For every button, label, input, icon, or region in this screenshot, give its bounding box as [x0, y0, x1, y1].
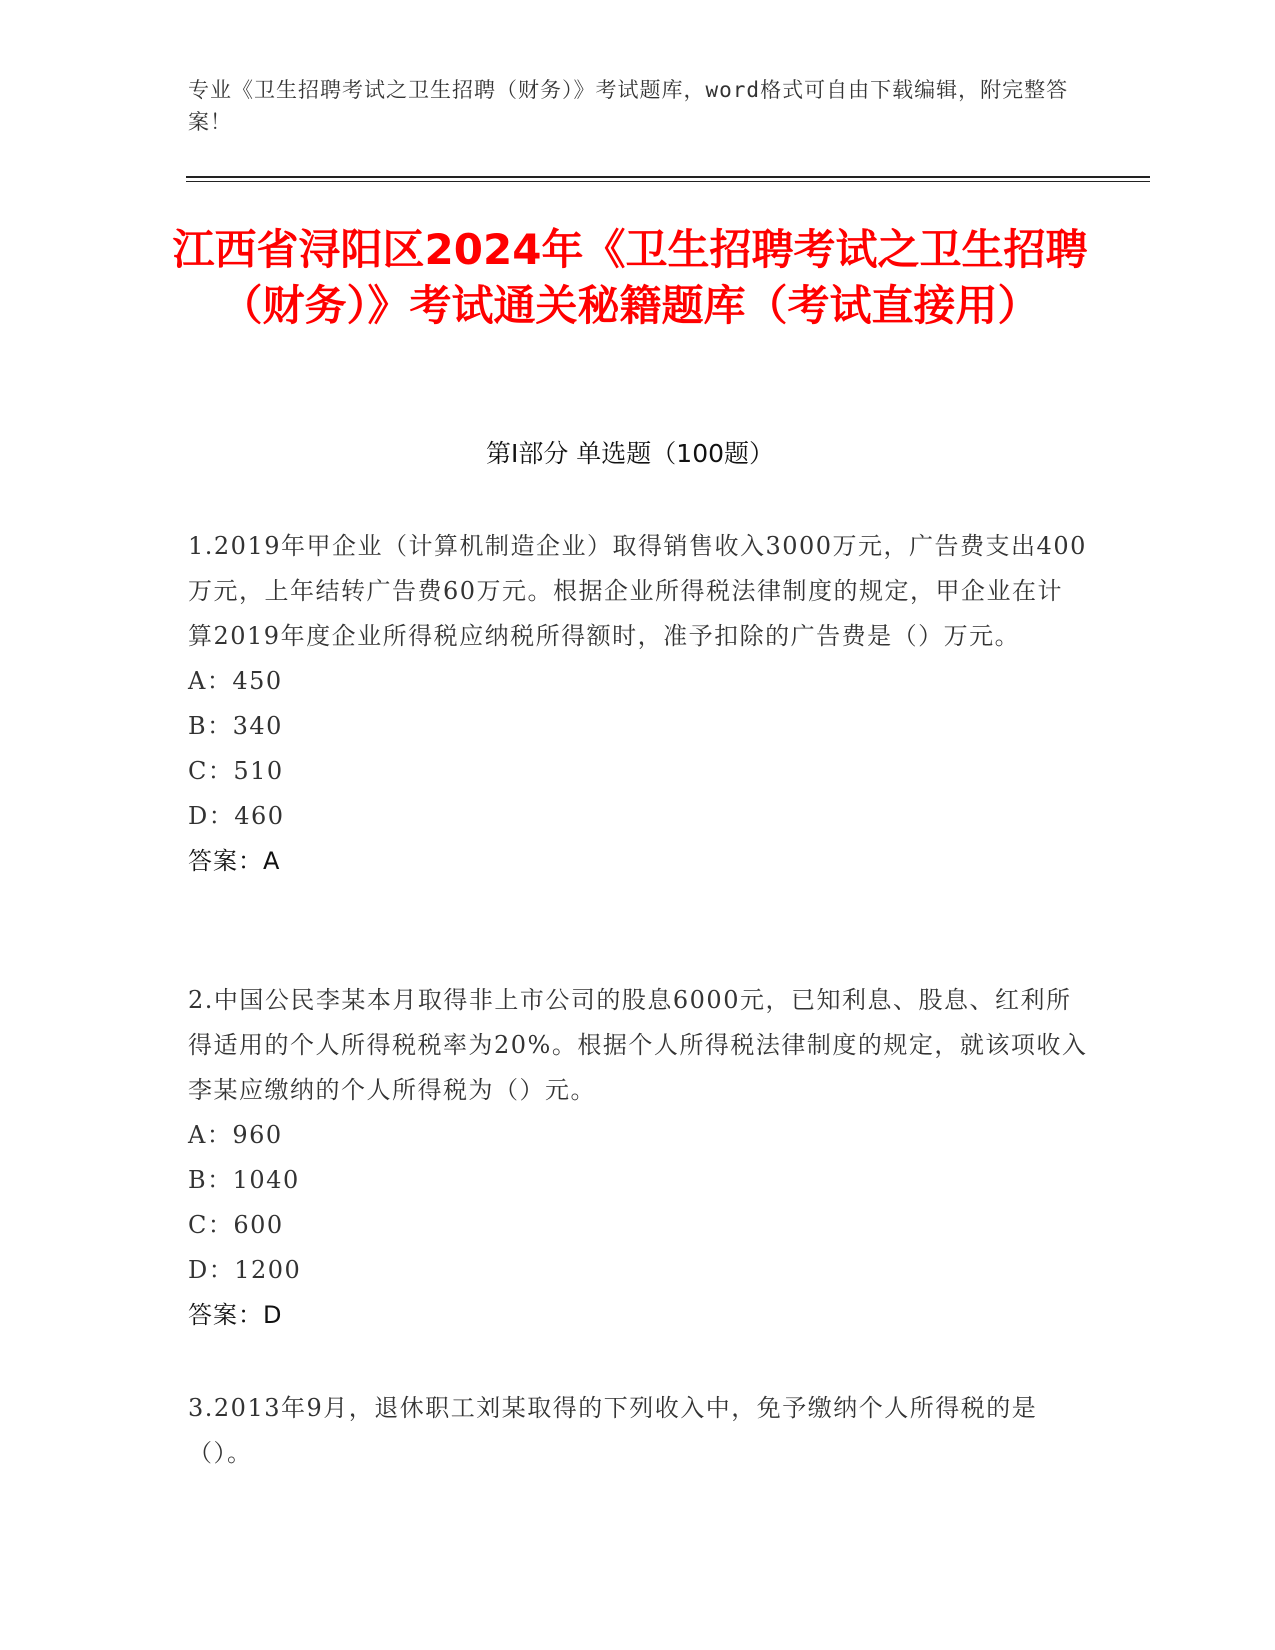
header-divider-thin [186, 181, 1150, 182]
page-title: 江西省浔阳区2024年《卫生招聘考试之卫生招聘（财务）》考试通关秘籍题库（考试直接用） [172, 225, 1088, 330]
question-text: 1.2019年甲企业（计算机制造企业）取得销售收入3000万元，广告费支出400万元，上年结转广告费60万元。根据企业所得税法律制度的规定，甲企业在计算2019年度企业所得税应纳税所得额时，准予扣除的广告费是（）万元。 [188, 532, 1087, 650]
question-1 [188, 524, 1088, 884]
header-note: 专业《卫生招聘考试之卫生招聘（财务）》考试题库，word格式可自由下载编辑，附完整答案！ [188, 78, 1069, 134]
option-d: D：1200 [188, 1256, 302, 1284]
option-c: C：600 [188, 1211, 284, 1239]
section-title: 第I部分 单选题（100题） [485, 439, 775, 468]
answer: 答案：A [188, 847, 281, 875]
question-text: 2.中国公民李某本月取得非上市公司的股息6000元，已知利息、股息、红利所得适用的个人所得税税率为20%。根据个人所得税法律制度的规定，就该项收入李某应缴纳的个人所得税为（）元。 [188, 986, 1088, 1104]
option-a: A：960 [188, 1121, 283, 1149]
question-2 [188, 978, 1088, 1338]
option-a: A：450 [188, 667, 283, 695]
question-text: 3.2013年9月，退休职工刘某取得的下列收入中，免予缴纳个人所得税的是（）。 [188, 1394, 1038, 1467]
option-b: B：340 [188, 712, 283, 740]
option-d: D：460 [188, 802, 285, 830]
option-b: B：1040 [188, 1166, 300, 1194]
question-3 [188, 1386, 1088, 1476]
answer: 答案：D [188, 1301, 283, 1329]
option-c: C：510 [188, 757, 284, 785]
header-divider-thick [186, 176, 1150, 178]
